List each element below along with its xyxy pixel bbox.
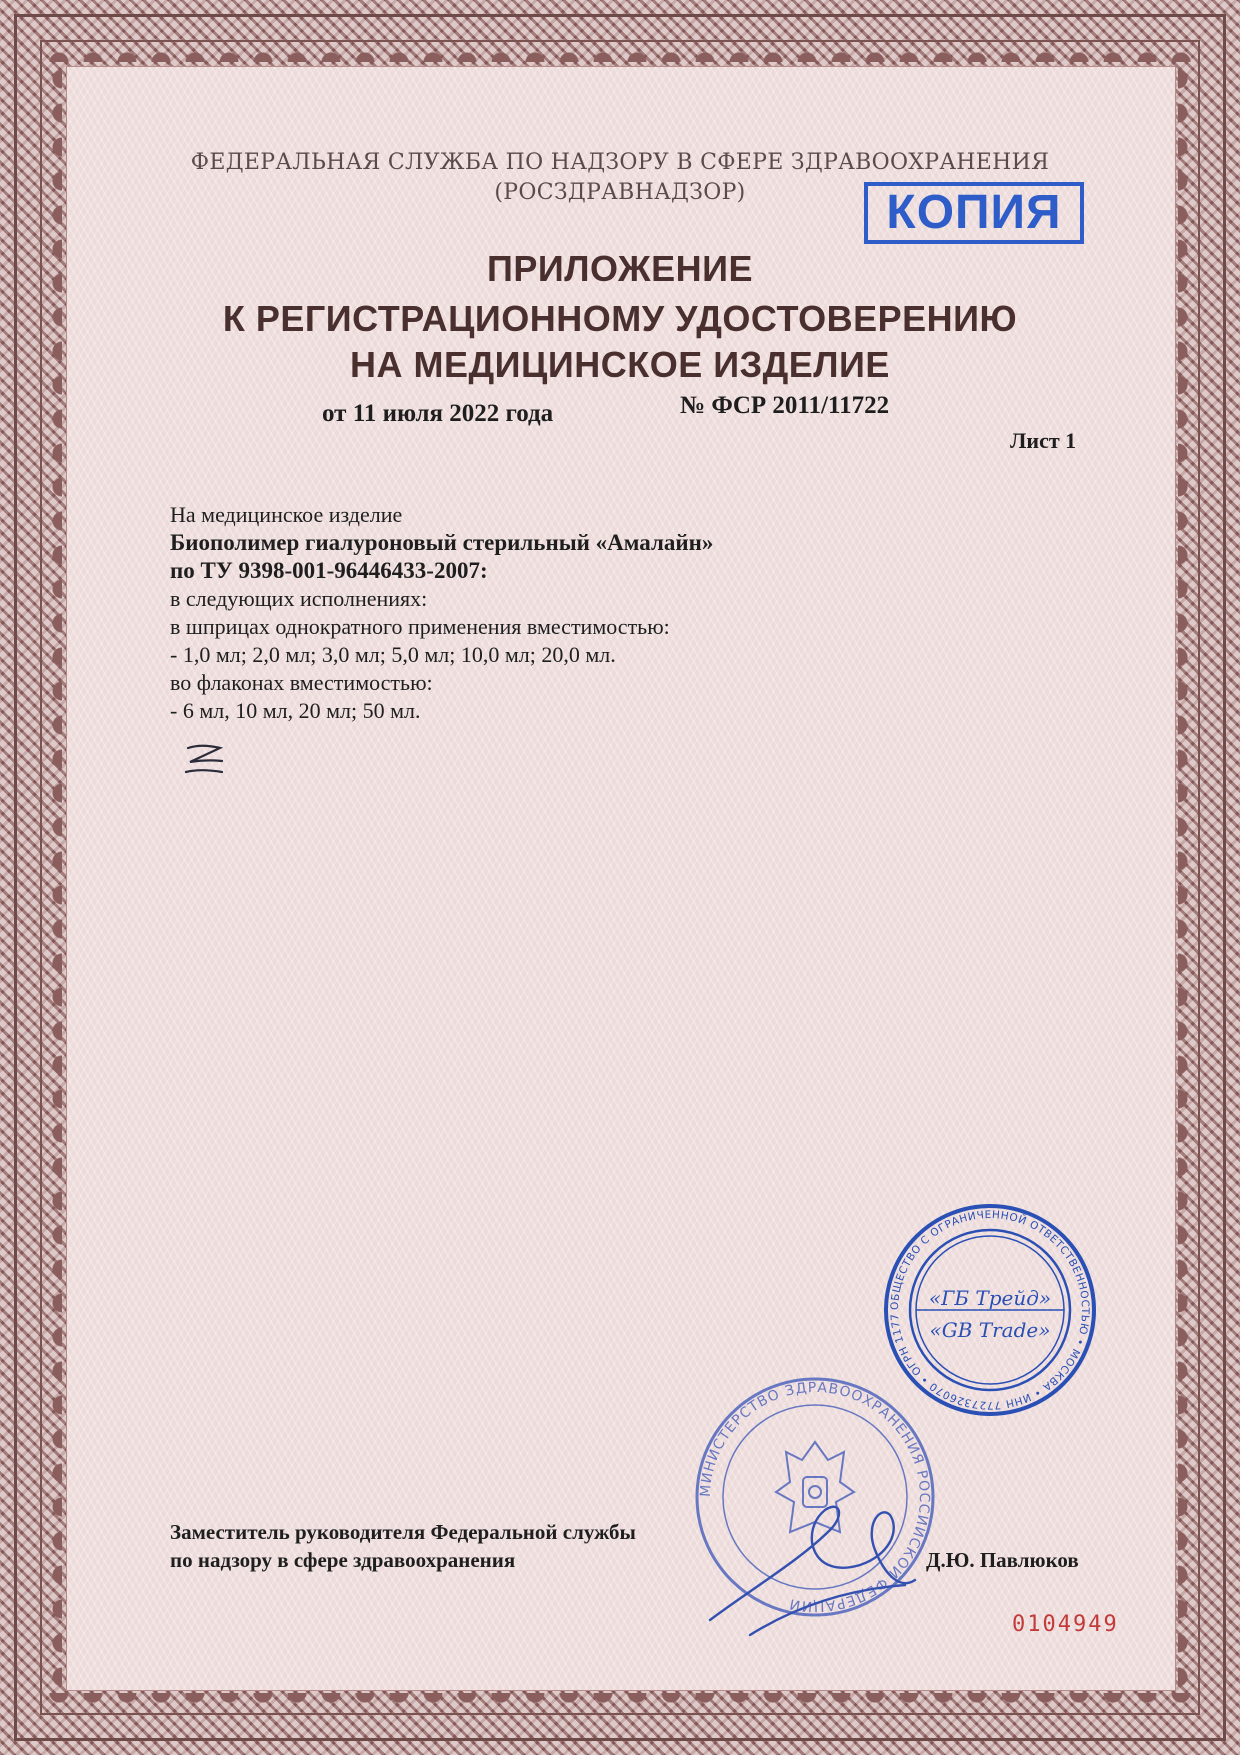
signatory-name: Д.Ю. Павлюков: [926, 1548, 1079, 1572]
vials-values: - 6 мл, 10 мл, 20 мл; 50 мл.: [170, 698, 421, 723]
company-stamp-ring-text: ОБЩЕСТВО С ОГРАНИЧЕННОЙ ОТВЕТСТВЕННОСТЬЮ • МОСКВА • ИНН 7727326070 • ОГРН 1177: [888, 1208, 1092, 1412]
title-line-3: НА МЕДИЦИНСКОЕ ИЗДЕЛИЕ: [350, 344, 890, 385]
signatory-title-line-1: Заместитель руководителя Федеральной службы: [170, 1520, 636, 1544]
title-line-1: ПРИЛОЖЕНИЕ: [487, 248, 753, 289]
company-stamp-name-en: «GB Trade»: [929, 1318, 1051, 1342]
sheet-number: Лист 1: [1010, 428, 1077, 453]
frame-scallops-top: [42, 42, 1198, 62]
end-of-text-mark: [182, 742, 226, 776]
syringes-label: в шприцах однократного применения вместимостью:: [170, 614, 670, 639]
ministry-seal-ring-text: МИНИСТЕРСТВО ЗДРАВООХРАНЕНИЯ РОССИЙСКОЙ ФЕДЕРАЦИИ: [697, 1379, 933, 1615]
issue-date: от 11 июля 2022 года: [322, 400, 554, 427]
handwritten-signature: [690, 1470, 920, 1640]
registration-number: № ФСР 2011/11722: [680, 392, 890, 419]
serial-number: 0104949: [1012, 1612, 1119, 1637]
variants-label: в следующих исполнениях:: [170, 586, 428, 611]
vials-label: во флаконах вместимостью:: [170, 670, 433, 695]
title-line-2: К РЕГИСТРАЦИОННОМУ УДОСТОВЕРЕНИЮ: [222, 298, 1018, 339]
syringes-values: - 1,0 мл; 2,0 мл; 3,0 мл; 5,0 мл; 10,0 мл; 20,0 мл.: [170, 642, 616, 667]
agency-short-name: (РОСЗДРАВНАДЗОР): [494, 180, 746, 205]
product-name: Биополимер гиалуроновый стерильный «Амалайн»: [170, 530, 714, 555]
agency-name: ФЕДЕРАЛЬНАЯ СЛУЖБА ПО НАДЗОРУ В СФЕРЕ ЗДРАВООХРАНЕНИЯ: [190, 150, 1050, 175]
company-stamp-name-ru: «ГБ Трейд»: [928, 1286, 1052, 1310]
body-intro: На медицинское изделие: [170, 502, 403, 527]
frame-scallops-bottom: [42, 1693, 1198, 1713]
product-spec: по ТУ 9398-001-96446433-2007:: [170, 558, 488, 583]
copy-stamp: КОПИЯ: [864, 182, 1084, 244]
signatory-title-line-2: по надзору в сфере здравоохранения: [170, 1548, 516, 1572]
